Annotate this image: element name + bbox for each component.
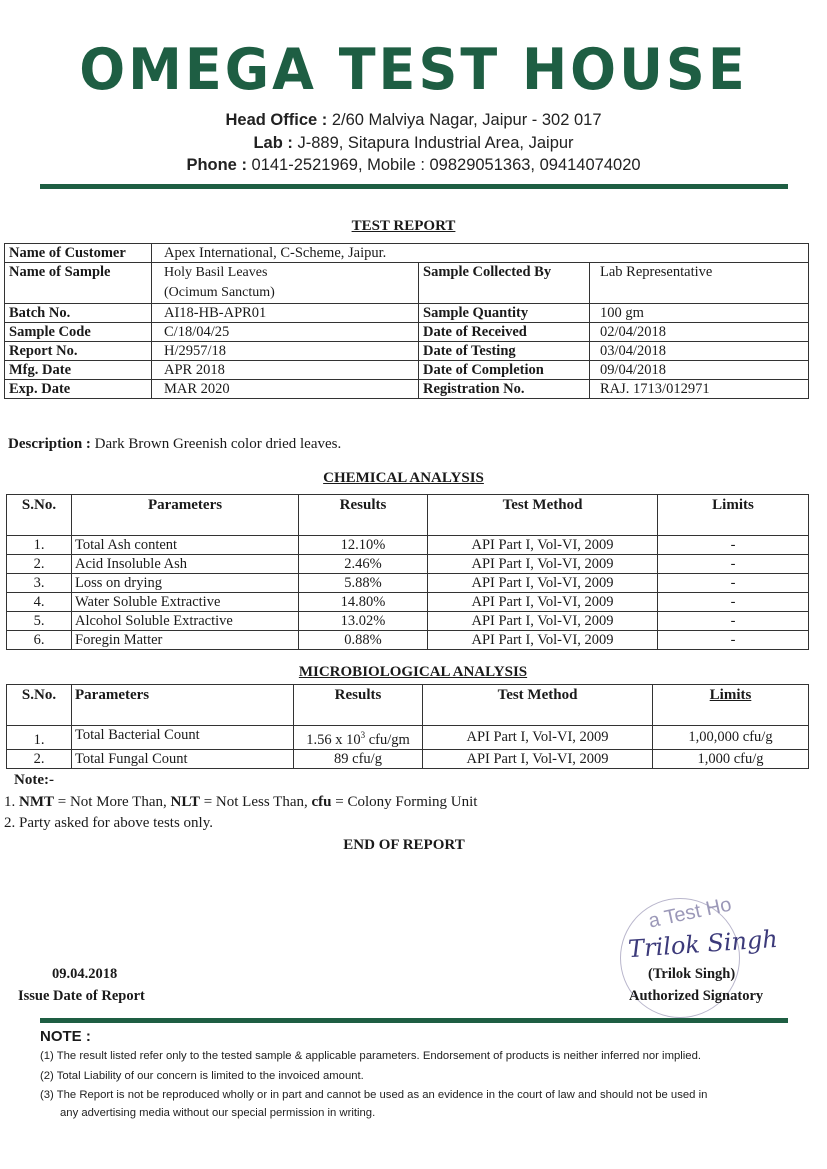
cell-sno: 1. <box>7 536 72 555</box>
table-row <box>7 631 809 650</box>
cell-parameter: Alcohol Soluble Extractive <box>72 612 299 631</box>
note-heading: Note:- <box>14 772 54 788</box>
cfu-abbr: cfu <box>311 794 332 810</box>
col-parameters: Parameters <box>72 495 299 536</box>
cell-result <box>294 726 423 750</box>
table-header-row <box>7 495 809 536</box>
note-line-2: 2. Party asked for above tests only. <box>4 815 213 831</box>
sample-value <box>152 263 419 304</box>
col-test-method: Test Method <box>423 685 653 726</box>
sample-code-value: C/18/04/25 <box>152 323 419 342</box>
date-testing-label: Date of Testing <box>419 342 590 361</box>
sample-botanical: (Ocimum Sanctum) <box>164 285 275 300</box>
lab-label: Lab : <box>253 134 293 152</box>
cell-sno: 6. <box>7 631 72 650</box>
registration-label: Registration No. <box>419 380 590 399</box>
cell-method: API Part I, Vol-VI, 2009 <box>428 593 658 612</box>
cell-method: API Part I, Vol-VI, 2009 <box>428 612 658 631</box>
table-row <box>7 726 809 750</box>
cell-parameter: Total Bacterial Count <box>72 726 294 750</box>
date-testing-value: 03/04/2018 <box>590 342 809 361</box>
registration-value: RAJ. 1713/012971 <box>590 380 809 399</box>
chemical-analysis-table <box>6 494 809 650</box>
result-exponent: 3 <box>360 730 366 740</box>
col-sno: S.No. <box>7 685 72 726</box>
note-line-1 <box>4 794 477 811</box>
cell-limit: - <box>658 612 809 631</box>
issue-date: 09.04.2018 <box>52 966 118 982</box>
sample-label: Name of Sample <box>5 263 152 304</box>
note-prefix: 1. <box>4 794 19 810</box>
table-header-row <box>7 685 809 726</box>
cell-limit: - <box>658 555 809 574</box>
table-row <box>5 323 809 342</box>
issue-date-label: Issue Date of Report <box>18 988 145 1004</box>
table-row <box>5 304 809 323</box>
lab-value: J-889, Sitapura Industrial Area, Jaipur <box>297 134 574 152</box>
footer-note-2: (2) Total Liability of our concern is limited to the invoiced amount. <box>40 1070 364 1082</box>
table-row <box>7 536 809 555</box>
table-row <box>7 612 809 631</box>
footer-note-heading: NOTE : <box>40 1028 91 1045</box>
cell-sno: 4. <box>7 593 72 612</box>
phone-line <box>0 156 827 175</box>
date-received-value: 02/04/2018 <box>590 323 809 342</box>
report-title: TEST REPORT <box>351 218 456 234</box>
table-row <box>5 342 809 361</box>
collected-by-value: Lab Representative <box>590 263 809 304</box>
cell-sno: 3. <box>7 574 72 593</box>
batch-label: Batch No. <box>5 304 152 323</box>
cell-parameter: Total Fungal Count <box>72 749 294 768</box>
micro-analysis-title: MICROBIOLOGICAL ANALYSIS <box>298 664 528 680</box>
phone-label: Phone : <box>186 156 247 174</box>
company-logo: OMEGA TEST HOUSE <box>79 36 748 103</box>
cell-result: 12.10% <box>299 536 428 555</box>
cfu-def: = Colony Forming Unit <box>331 794 478 810</box>
chemical-analysis-title: CHEMICAL ANALYSIS <box>323 470 484 486</box>
table-row <box>7 749 809 768</box>
lab-line <box>0 134 827 153</box>
cell-sno: 2. <box>7 749 72 768</box>
sample-name: Holy Basil Leaves <box>164 265 268 280</box>
cell-method: API Part I, Vol-VI, 2009 <box>428 631 658 650</box>
table-row <box>5 244 809 263</box>
cell-limit: 1,00,000 cfu/g <box>653 726 809 750</box>
cell-parameter: Total Ash content <box>72 536 299 555</box>
table-row <box>5 361 809 380</box>
cell-limit: - <box>658 536 809 555</box>
col-limits: Limits <box>658 495 809 536</box>
batch-value: AI18-HB-APR01 <box>152 304 419 323</box>
quantity-value: 100 gm <box>590 304 809 323</box>
cell-method: API Part I, Vol-VI, 2009 <box>428 574 658 593</box>
signee-title: Authorized Signatory <box>629 988 764 1004</box>
cell-parameter: Acid Insoluble Ash <box>72 555 299 574</box>
cell-sno: 1. <box>7 726 72 750</box>
date-completion-value: 09/04/2018 <box>590 361 809 380</box>
quantity-label: Sample Quantity <box>419 304 590 323</box>
exp-date-value: MAR 2020 <box>152 380 419 399</box>
nmt-def: = Not More Than, <box>54 794 171 810</box>
micro-analysis-table <box>6 684 809 769</box>
description <box>8 436 341 453</box>
description-value: Dark Brown Greenish color dried leaves. <box>94 436 342 452</box>
customer-value: Apex International, C-Scheme, Jaipur. <box>152 244 809 263</box>
exp-date-label: Exp. Date <box>5 380 152 399</box>
table-row <box>7 555 809 574</box>
report-no-value: H/2957/18 <box>152 342 419 361</box>
result-unit: cfu/gm <box>365 731 410 748</box>
cell-result: 89 cfu/g <box>294 749 423 768</box>
signature: Trilok Singh <box>627 924 779 964</box>
col-limits: Limits <box>653 685 809 726</box>
cell-method: API Part I, Vol-VI, 2009 <box>428 536 658 555</box>
cell-method: API Part I, Vol-VI, 2009 <box>423 726 653 750</box>
footer-note-1: (1) The result listed refer only to the tested sample & applicable parameters. Endorsement of products is neither inferred nor implied. <box>40 1050 701 1062</box>
report-no-label: Report No. <box>5 342 152 361</box>
sample-code-label: Sample Code <box>5 323 152 342</box>
cell-result: 5.88% <box>299 574 428 593</box>
end-of-report: END OF REPORT <box>343 837 465 853</box>
head-office-label: Head Office : <box>225 111 328 129</box>
cell-result: 13.02% <box>299 612 428 631</box>
stamp-text: a Test Ho <box>646 893 734 933</box>
date-received-label: Date of Received <box>419 323 590 342</box>
cell-parameter: Loss on drying <box>72 574 299 593</box>
cell-sno: 5. <box>7 612 72 631</box>
table-row <box>5 380 809 399</box>
nlt-abbr: NLT <box>170 794 200 810</box>
cell-sno: 2. <box>7 555 72 574</box>
footer-note-3: (3) The Report is not be reproduced wholly or in part and cannot be used as an evidence in the court of law and should not be used in <box>40 1089 708 1101</box>
customer-label: Name of Customer <box>5 244 152 263</box>
cell-parameter: Water Soluble Extractive <box>72 593 299 612</box>
head-office-line <box>0 111 827 130</box>
col-parameters: Parameters <box>72 685 294 726</box>
footer-divider <box>40 1018 788 1023</box>
cell-result: 0.88% <box>299 631 428 650</box>
cell-result: 2.46% <box>299 555 428 574</box>
cell-limit: - <box>658 574 809 593</box>
cell-limit: - <box>658 593 809 612</box>
col-test-method: Test Method <box>428 495 658 536</box>
head-office-value: 2/60 Malviya Nagar, Jaipur - 302 017 <box>331 111 602 129</box>
col-results: Results <box>294 685 423 726</box>
table-row <box>5 263 809 304</box>
mfg-date-value: APR 2018 <box>152 361 419 380</box>
mfg-date-label: Mfg. Date <box>5 361 152 380</box>
signee-name: (Trilok Singh) <box>648 966 736 982</box>
cell-result: 14.80% <box>299 593 428 612</box>
cell-method: API Part I, Vol-VI, 2009 <box>423 749 653 768</box>
nmt-abbr: NMT <box>19 794 54 810</box>
date-completion-label: Date of Completion <box>419 361 590 380</box>
header-divider <box>40 184 788 189</box>
cell-limit: - <box>658 631 809 650</box>
collected-by-label: Sample Collected By <box>419 263 590 304</box>
result-base: 1.56 x 10 <box>306 731 361 748</box>
col-sno: S.No. <box>7 495 72 536</box>
footer-note-3-cont: any advertising media without our special permission in writing. <box>60 1107 376 1119</box>
nlt-def: = Not Less Than, <box>199 794 312 810</box>
cell-limit: 1,000 cfu/g <box>653 749 809 768</box>
phone-value: 0141-2521969, Mobile : 09829051363, 09414074020 <box>251 156 641 174</box>
cell-parameter: Foregin Matter <box>72 631 299 650</box>
description-label: Description : <box>8 436 91 452</box>
table-row <box>7 574 809 593</box>
table-row <box>7 593 809 612</box>
col-results: Results <box>299 495 428 536</box>
cell-method: API Part I, Vol-VI, 2009 <box>428 555 658 574</box>
report-info-table <box>4 243 809 399</box>
